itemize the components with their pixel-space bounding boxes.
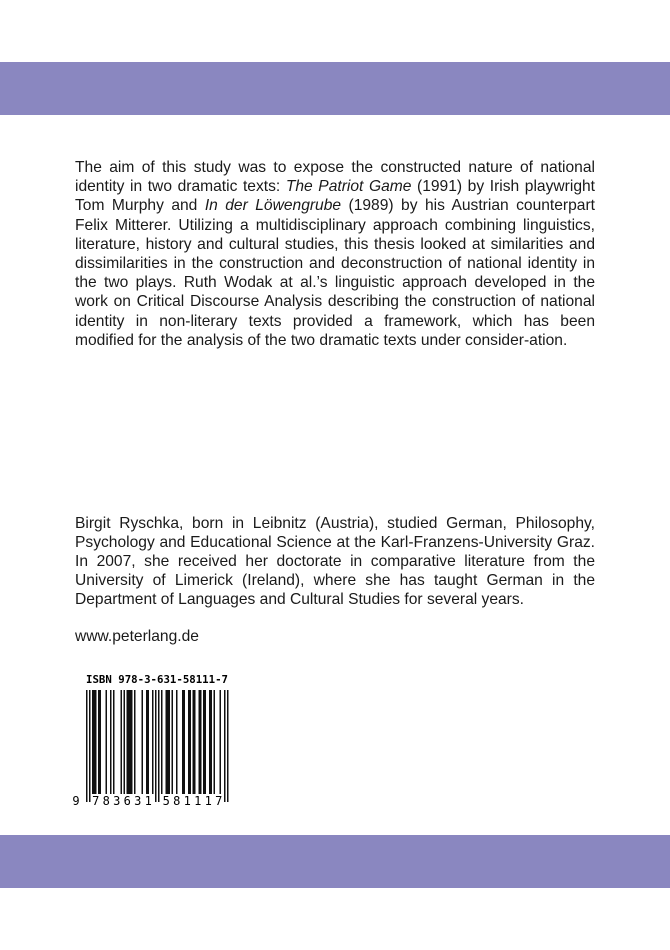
abstract-paragraph xyxy=(75,158,595,350)
barcode-bar xyxy=(167,690,169,794)
barcode-bar xyxy=(130,690,132,794)
barcode-bar xyxy=(155,690,157,802)
barcode-bar xyxy=(169,690,171,794)
barcode-bar xyxy=(110,690,112,794)
barcode-bar xyxy=(92,690,94,794)
barcode-bar xyxy=(89,690,91,802)
top-color-band xyxy=(0,62,670,115)
barcode-bar xyxy=(94,690,96,794)
abstract-text: (1991) by Irish playwright Tom Murphy and xyxy=(75,178,595,215)
barcode-bar xyxy=(146,690,148,794)
barcode-bar xyxy=(128,690,130,794)
barcode-bar xyxy=(214,690,216,794)
publisher-website: www.peterlang.de xyxy=(75,628,199,645)
barcode-bar xyxy=(199,690,201,794)
barcode-bar xyxy=(124,690,126,794)
barcode-digit: 6 xyxy=(123,794,131,808)
barcode-bar xyxy=(188,690,190,794)
barcode-bar xyxy=(152,690,154,794)
abstract-text: (1989) by his Austrian counterpart Felix Mitterer. Utilizing a multidisciplinary approach combining linguistics, literature, history and cultural studies, this thesis looked at similarities and dissimilarities in the construction and deconstruction of national identity in the two plays. Ruth Wodak at al.’s linguistic approach developed in the work on Critical Discourse Analysis describing the construction of national identity in non-literary texts provided a framework, which has been modified for the analysis of the two dramatic texts under consider-ation. xyxy=(75,197,595,349)
barcode-bar xyxy=(131,690,133,794)
barcode-bar xyxy=(193,690,195,794)
abstract-text: The aim of this study was to expose the constructed nature of national identity in two dramatic texts: xyxy=(75,159,595,196)
barcode-digit: 5 xyxy=(162,794,170,808)
isbn-barcode xyxy=(68,668,238,810)
barcode-bar xyxy=(200,690,202,794)
barcode-bar xyxy=(161,690,163,794)
barcode-bar xyxy=(211,690,213,794)
barcode-bar xyxy=(220,690,222,794)
isbn-label: ISBN 978-3-631-58111-7 xyxy=(86,674,228,686)
barcode-bar xyxy=(106,690,108,794)
barcode-digit: 3 xyxy=(113,794,121,808)
barcode-bar xyxy=(148,690,150,794)
barcode-bar xyxy=(142,690,144,794)
barcode-bar xyxy=(86,690,88,802)
barcode-bar xyxy=(209,690,211,794)
barcode-digit: 3 xyxy=(134,794,142,808)
bottom-color-band xyxy=(0,835,670,888)
barcode-bar xyxy=(203,690,205,794)
play-title-loewengrube: In der Löwengrube xyxy=(204,197,342,215)
barcode-digit: 1 xyxy=(204,794,212,808)
barcode-bar xyxy=(190,690,192,794)
barcode-digit: 1 xyxy=(144,794,152,808)
author-bio: Birgit Ryschka, born in Leibnitz (Austria), studied German, Philosophy, Psychology and Educational Science at the Karl-Franzens-University Graz. In 2007, she received her doctorate in comparative literature from the University of Limerick (Ireland), where she has taught German in the Department of Languages and Cultural Studies for several years. xyxy=(75,515,595,608)
barcode-bar xyxy=(182,690,184,794)
barcode-digit: 1 xyxy=(183,794,191,808)
barcode-bar xyxy=(166,690,168,794)
barcode-bar xyxy=(172,690,174,794)
barcode-bar xyxy=(113,690,115,794)
barcode-bar xyxy=(184,690,186,794)
barcode-bar xyxy=(224,690,226,802)
barcode-bar xyxy=(121,690,123,794)
barcode-bar xyxy=(205,690,207,794)
play-title-patriot-game: The Patriot Game xyxy=(285,178,412,196)
barcode-digits xyxy=(72,794,222,808)
barcode-bar xyxy=(100,690,102,794)
barcode-bar xyxy=(127,690,129,794)
barcode-bar xyxy=(95,690,97,794)
barcode-digit: 1 xyxy=(194,794,202,808)
barcode-bar xyxy=(98,690,100,794)
barcode-bar xyxy=(176,690,178,794)
barcode-digit: 7 xyxy=(215,794,223,808)
barcode-digit: 8 xyxy=(173,794,181,808)
barcode-bars xyxy=(86,690,229,802)
barcode-digit: 7 xyxy=(92,794,100,808)
barcode-bar xyxy=(134,690,136,794)
barcode-bar xyxy=(227,690,229,802)
barcode-digit: 9 xyxy=(72,794,80,808)
barcode-bar xyxy=(194,690,196,794)
barcode-bar xyxy=(158,690,160,802)
barcode-digit: 8 xyxy=(102,794,110,808)
